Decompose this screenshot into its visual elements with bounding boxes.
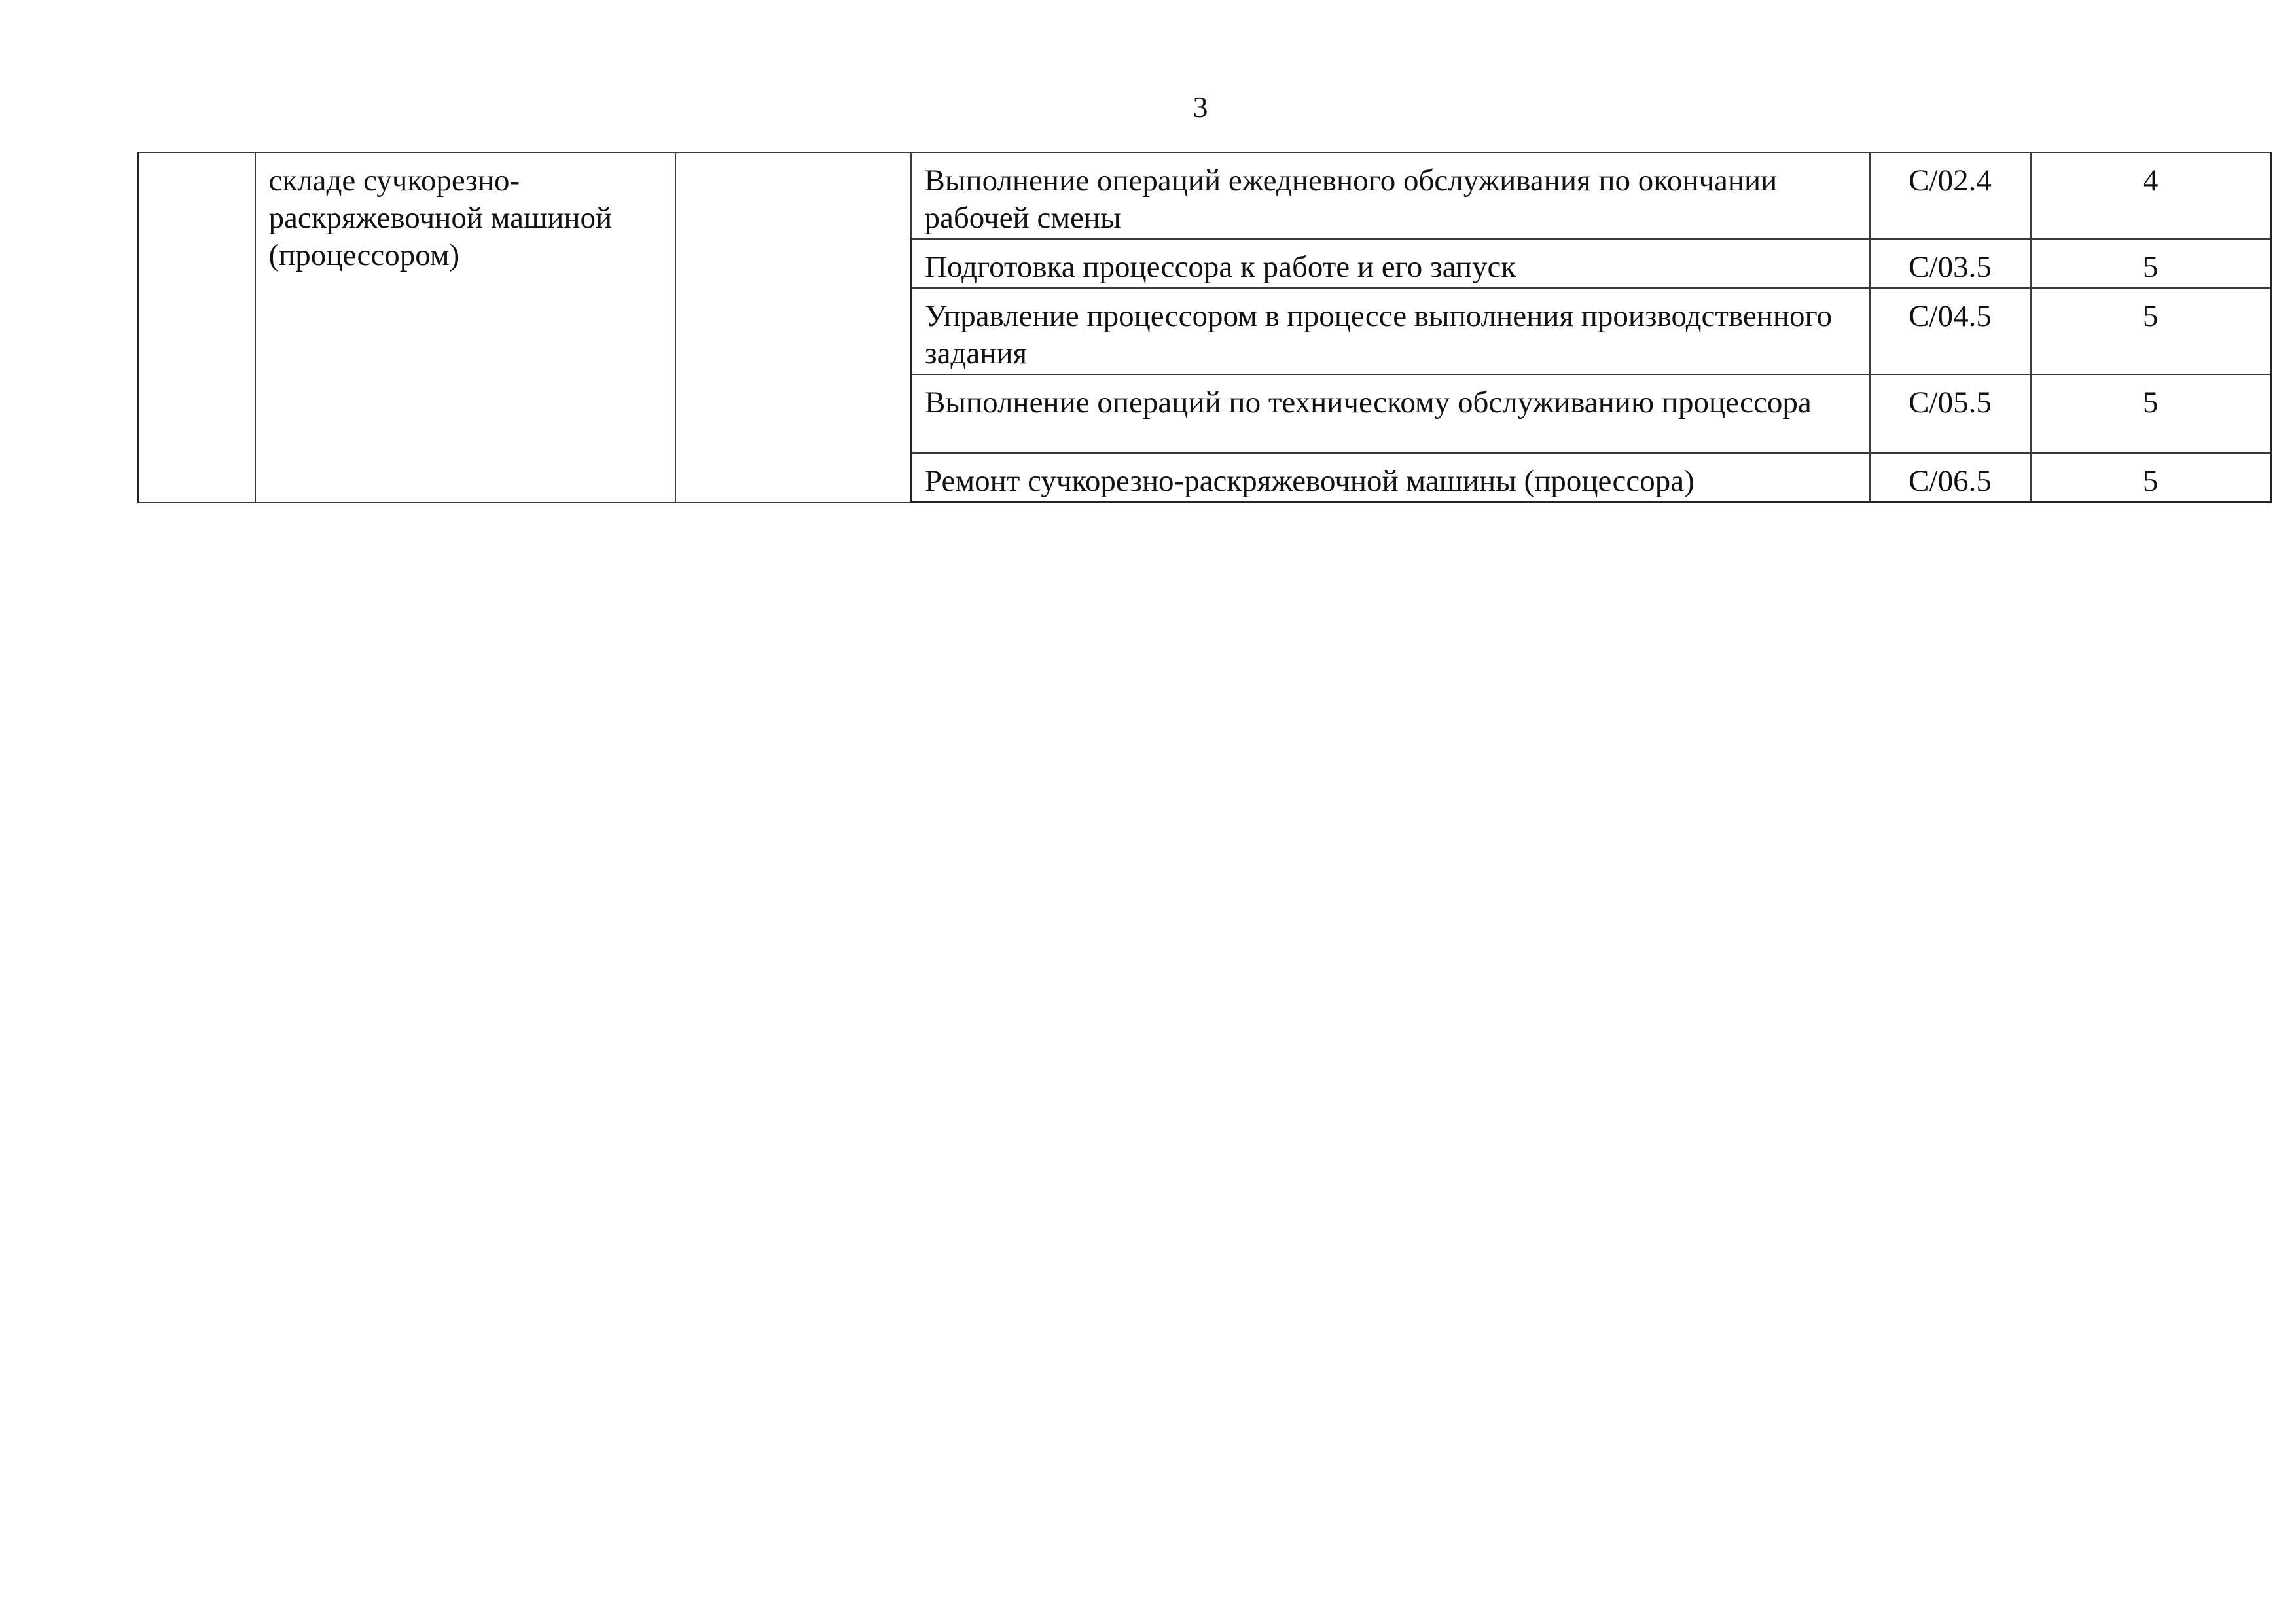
labor-functions-table-container (137, 152, 2270, 503)
function-level-cell: 5 (2031, 453, 2271, 503)
function-code-cell: C/04.5 (1870, 288, 2031, 374)
table-row (139, 152, 2271, 239)
function-code-cell: C/06.5 (1870, 453, 2031, 503)
empty-number-cell (139, 152, 255, 503)
labor-functions-table (137, 152, 2272, 503)
generalized-function-name-cell: складе сучкорезно-раскряжевочной машиной (процессором) (255, 152, 675, 503)
function-name-cell: Выполнение операций ежедневного обслуживания по окончании рабочей смены (911, 152, 1870, 239)
function-code-cell: C/02.4 (1870, 152, 2031, 239)
function-level-cell: 5 (2031, 288, 2271, 374)
empty-qualification-cell (675, 152, 911, 503)
function-level-cell: 5 (2031, 239, 2271, 288)
function-level-cell: 5 (2031, 374, 2271, 453)
function-code-cell: C/03.5 (1870, 239, 2031, 288)
function-name-cell: Выполнение операций по техническому обслуживанию процессора (911, 374, 1870, 453)
function-code-cell: C/05.5 (1870, 374, 2031, 453)
function-name-cell: Управление процессором в процессе выполнения производственного задания (911, 288, 1870, 374)
function-level-cell: 4 (2031, 152, 2271, 239)
page-number: 3 (1193, 90, 1208, 124)
function-name-cell: Ремонт сучкорезно-раскряжевочной машины (процессора) (911, 453, 1870, 503)
function-name-cell: Подготовка процессора к работе и его запуск (911, 239, 1870, 288)
